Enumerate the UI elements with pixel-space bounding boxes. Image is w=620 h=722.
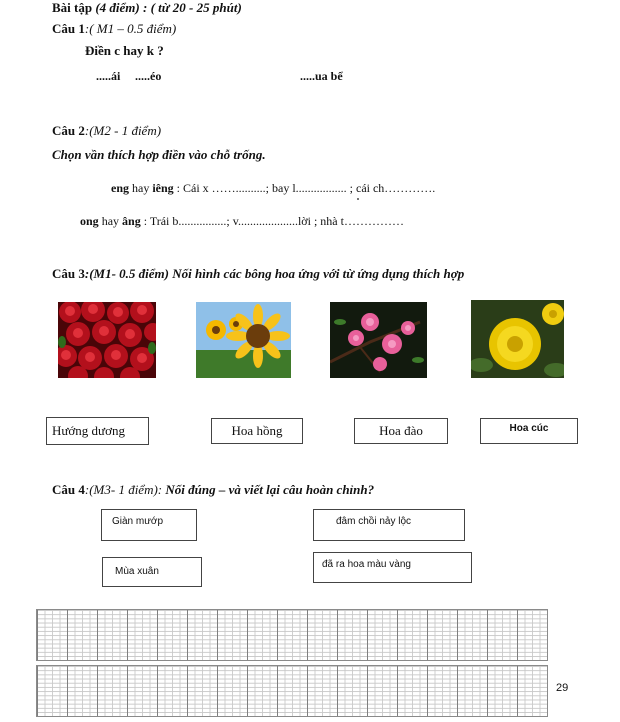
writing-grid-1[interactable] bbox=[36, 609, 548, 661]
label-hoa-cuc[interactable]: Hoa cúc bbox=[480, 418, 578, 444]
question-2-meta: :(M2 - 1 điểm) bbox=[84, 123, 162, 138]
phrase-da-ra-hoa-mau-vang[interactable]: đã ra hoa màu vàng bbox=[313, 552, 472, 583]
question-4-heading bbox=[52, 482, 374, 498]
peach-blossom-image bbox=[330, 302, 427, 378]
row-2-blanks: : Trái b................; v....................lời ; nhà t…………… bbox=[140, 214, 404, 228]
chrysanthemum-image bbox=[471, 300, 564, 378]
row-1-blanks: : Cái x ……..........; bay l................. ; cái ch…………. bbox=[173, 181, 436, 195]
question-2-instruction: Chọn vần thích hợp điền vào chỗ trống. bbox=[52, 147, 266, 162]
label-hoa-dao[interactable]: Hoa đào bbox=[354, 418, 448, 444]
blank-c-k-3: .....ua bể bbox=[300, 69, 343, 83]
sunflower-image bbox=[196, 302, 291, 378]
question-2-heading bbox=[52, 123, 161, 139]
writing-grid-2[interactable] bbox=[36, 665, 548, 717]
question-2-row-2 bbox=[80, 214, 404, 229]
connector-hay: hay bbox=[132, 181, 150, 195]
phrase-dam-choi-nay-loc[interactable]: đâm chồi nảy lộc bbox=[313, 509, 465, 541]
roses-image bbox=[58, 302, 156, 378]
question-4-instruction: Nối đúng – và viết lại câu hoàn chỉnh? bbox=[165, 482, 375, 497]
question-1-label: Câu 1 bbox=[52, 21, 85, 36]
question-3-heading bbox=[52, 266, 464, 282]
question-2-label: Câu 2 bbox=[52, 123, 85, 138]
label-huong-duong[interactable]: Hướng dương bbox=[46, 417, 149, 445]
choice-ong: ong bbox=[80, 214, 99, 228]
question-4-meta: :(M3- 1 điểm): bbox=[84, 482, 163, 497]
connector-hay: hay bbox=[101, 214, 120, 228]
choice-eng: eng bbox=[111, 181, 129, 195]
page-number: 29 bbox=[556, 682, 569, 694]
question-3-label: Câu 3 bbox=[52, 266, 85, 281]
stray-dot bbox=[357, 198, 359, 200]
exercise-title: Bài tập bbox=[52, 0, 93, 15]
exercise-detail: (4 điểm) : ( từ 20 - 25 phút) bbox=[95, 0, 242, 15]
exercise-header bbox=[52, 0, 242, 16]
phrase-mua-xuan[interactable]: Mùa xuân bbox=[102, 557, 202, 587]
phrase-gian-muop[interactable]: Giàn mướp bbox=[101, 509, 197, 541]
choice-ieng: iêng bbox=[152, 181, 174, 195]
question-1-instruction: Điền c hay k ? bbox=[85, 43, 164, 58]
question-2-row-1 bbox=[111, 181, 435, 196]
question-3-meta: :(M1- 0.5 điểm) bbox=[84, 266, 169, 281]
blank-c-k-2: .....éo bbox=[135, 69, 162, 83]
question-1-meta: :( M1 – 0.5 điểm) bbox=[84, 21, 177, 36]
question-1-heading bbox=[52, 21, 176, 37]
question-3-instruction: Nối hình các bông hoa ứng với từ ứng dụng thích hợp bbox=[172, 266, 465, 281]
label-hoa-hong[interactable]: Hoa hồng bbox=[211, 418, 303, 444]
question-4-label: Câu 4 bbox=[52, 482, 85, 497]
choice-ang: âng bbox=[122, 214, 141, 228]
blank-c-k-1: .....ái bbox=[96, 69, 121, 83]
